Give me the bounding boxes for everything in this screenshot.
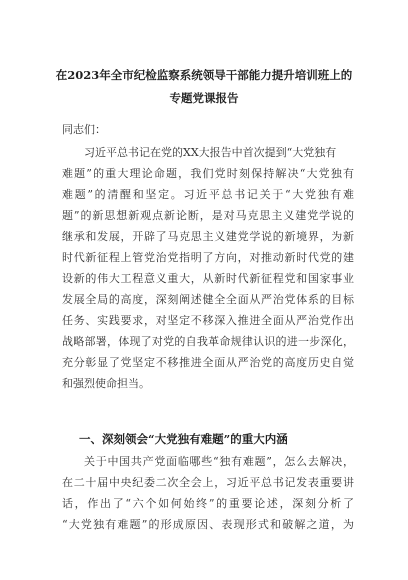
paragraph-2-line: 在二十届中央纪委二次全会上，习近平总书记发表重要讲 — [62, 476, 354, 489]
paragraph-1-line: 难题”的重大理论命题，我们党时刻保持解决“大党独有 — [62, 167, 354, 180]
paragraph-1-line: 继承和发展，开辟了马克思主义建党学说的新境界，为新 — [62, 230, 354, 243]
paragraph-1-line: 难题”的清醒和坚定。习近平总书记关于“大党独有难 — [62, 188, 354, 201]
paragraph-2-line: 话，作出了“六个如何始终”的重要论述，深刻分析了 — [62, 497, 354, 510]
paragraph-1-line: 战略部署，体现了对党的自我革命规律认识的进一步深化， — [62, 335, 354, 348]
document-title-line-1: 在2023年全市纪检监察系统领导干部能力提升培训班上的 — [55, 68, 353, 82]
paragraph-1-line: 设新的伟大工程意义重大，从新时代新征程党和国家事业 — [62, 272, 354, 285]
paragraph-1-line: 发展全局的高度，深刻阐述健全全面从严治党体系的目标 — [62, 293, 354, 306]
paragraph-1-line: 任务、实践要求，对坚定不移深入推进全面从严治党作出 — [62, 314, 354, 327]
paragraph-1-line: 习近平总书记在党的XX大报告中首次提到“大党独有 — [84, 146, 337, 159]
document-title-line-2: 专题党课报告 — [169, 91, 239, 105]
section-heading-1: 一、深刻领会“大党独有难题”的重大内涵 — [79, 432, 288, 446]
salutation: 同志们： — [62, 123, 106, 136]
paragraph-1-line: 和强烈使命担当。 — [62, 377, 150, 390]
paragraph-1-line: 充分彰显了党坚定不移推进全面从严治党的高度历史自觉 — [62, 356, 354, 369]
paragraph-1-line: 时代新征程上管党治党指明了方向，对推动新时代党的建 — [62, 251, 354, 264]
paragraph-1-line: 题”的新思想新观点新论断，是对马克思主义建党学说的 — [62, 209, 354, 222]
paragraph-2-line: “大党独有难题”的形成原因、表现形式和破解之道，为 — [62, 518, 354, 531]
paragraph-2-line: 关于中国共产党面临哪些“独有难题”，怎么去解决， — [84, 455, 354, 468]
